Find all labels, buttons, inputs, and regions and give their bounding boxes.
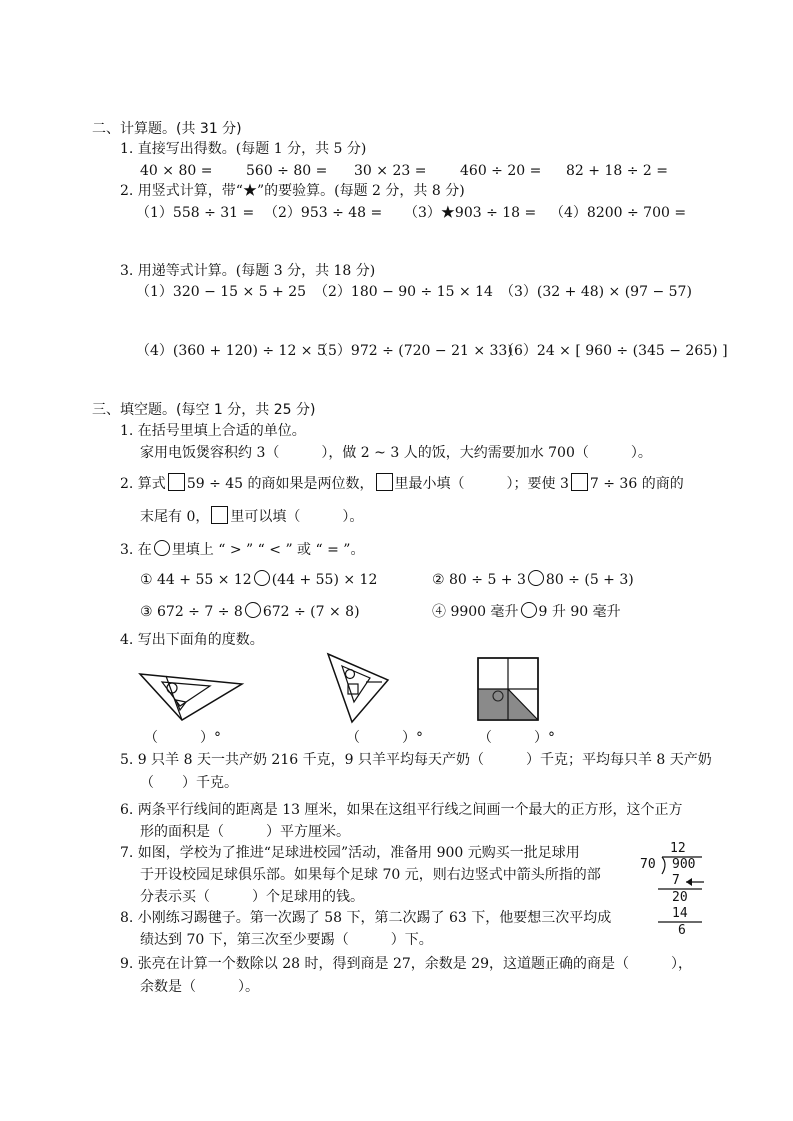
section-3-title: 三、填空题。(每空 1 分，共 25 分) <box>92 402 316 418</box>
expr-right: (44 + 55) × 12 <box>271 572 378 588</box>
s3-q7-line-1: 7. 如图，学校为了推进“足球进校园”活动，准备用 900 元购买一批足球用 <box>120 845 580 861</box>
expr-left: ② 80 ÷ 5 + 3 <box>432 572 526 588</box>
s3-q4-text: 4. 写出下面角的度数。 <box>120 632 264 648</box>
s3-q2-line-2 <box>140 506 363 526</box>
answer-box[interactable] <box>168 473 185 491</box>
circle-blank[interactable] <box>254 570 270 586</box>
s2-q3-item-1: （1）320 − 15 × 5 + 25 <box>136 284 307 300</box>
s3-q2-e: 末尾有 0， <box>140 509 210 525</box>
set-square-figure-1 <box>138 672 248 722</box>
s2-q1-text: 1. 直接写出得数。(每题 1 分，共 5 分) <box>120 141 367 157</box>
answer-box[interactable] <box>211 506 228 524</box>
s3-q7-line-2: 于开设校园足球俱乐部。如果每个足球 70 元，则右边竖式中箭头所指的部 <box>140 867 601 883</box>
section-2-title: 二、计算题。(共 31 分) <box>92 121 242 137</box>
s2-q1-item-1: 40 × 80 = <box>140 163 213 179</box>
division-row-4: 6 <box>678 923 686 938</box>
s3-q7-line-3: 分表示买（ ）个足球用的钱。 <box>140 889 364 905</box>
expr-left: ④ 9900 毫升 <box>432 604 519 620</box>
s3-q3-c2 <box>432 570 634 589</box>
square-shaded-figure <box>476 656 542 724</box>
division-lines <box>636 840 716 940</box>
long-division-diagram <box>636 840 716 940</box>
angle-blank-3[interactable]: （ ）° <box>478 730 555 746</box>
s3-q3-c3 <box>140 602 360 621</box>
s2-q2-item-1: （1）558 ÷ 31 = <box>136 205 255 221</box>
s2-q3-item-2: （2）180 − 90 ÷ 15 × 14 <box>314 284 493 300</box>
expr-left: ① 44 + 55 × 12 <box>140 572 252 588</box>
s2-q1-item-3: 30 × 23 = <box>354 163 427 179</box>
s2-q2-item-4: （4）8200 ÷ 700 = <box>550 205 687 221</box>
answer-box[interactable] <box>571 473 588 491</box>
s3-q5-line-1: 5. 9 只羊 8 天一共产奶 216 千克，9 只羊平均每天产奶（ ）千克；平均每只羊 8 天产奶 <box>120 752 712 768</box>
s3-q1-line: 家用电饭煲容积约 3（ ），做 2 ~ 3 人的饭，大约需要加水 700（ ）。 <box>140 445 652 461</box>
division-divisor: 70 <box>640 857 656 872</box>
s3-q8-line-2: 绩达到 70 下，第三次至少要踢（ ）下。 <box>140 932 433 948</box>
expr-right: 9 升 90 毫升 <box>538 604 621 620</box>
s3-q2-b: 59 ÷ 45 的商如果是两位数， <box>186 476 374 492</box>
s3-q8-line-1: 8. 小刚练习踢毽子。第一次踢了 58 下，第二次踢了 63 下，他要想三次平均成 <box>120 910 612 926</box>
s2-q1-item-4: 460 ÷ 20 = <box>460 163 542 179</box>
s2-q1-item-5: 82 + 18 ÷ 2 = <box>566 163 668 179</box>
answer-box[interactable] <box>376 473 393 491</box>
division-row-3: 14 <box>672 906 688 921</box>
s2-q2-text: 2. 用竖式计算，带“★”的要验算。(每题 2 分，共 8 分) <box>120 183 465 199</box>
circle-blank[interactable] <box>521 602 537 618</box>
angle-blank-2[interactable]: （ ）° <box>346 730 423 746</box>
angle-blank-1[interactable]: （ ）° <box>144 730 221 746</box>
s2-q3-text: 3. 用递等式计算。(每题 3 分，共 18 分) <box>120 263 376 279</box>
division-quotient: 12 <box>670 841 686 856</box>
circle-blank[interactable] <box>528 570 544 586</box>
s2-q2-item-2: （2）953 ÷ 48 = <box>264 205 383 221</box>
circle-blank[interactable] <box>154 540 170 556</box>
s3-q3-c1 <box>140 570 377 589</box>
s3-q3-text <box>120 540 364 559</box>
s3-q3-a: 3. 在 <box>120 542 152 558</box>
s2-q1-item-2: 560 ÷ 80 = <box>246 163 328 179</box>
arrow-left-icon <box>684 876 706 888</box>
s3-q6-line-2: 形的面积是（ ）平方厘米。 <box>140 824 350 840</box>
s3-q9-line-2: 余数是（ ）。 <box>140 979 259 995</box>
s3-q9-line-1: 9. 张亮在计算一个数除以 28 时，得到商是 27，余数是 29，这道题正确的商是（ ）， <box>120 956 693 972</box>
s2-q3-item-3: （3）(32 + 48) × (97 − 57) <box>500 284 692 300</box>
s3-q5-line-2: （ ）千克。 <box>140 775 238 791</box>
s2-q3-item-6: （6）24 × [ 960 ÷ (345 − 265) ] <box>500 343 728 359</box>
s3-q3-c4 <box>432 602 621 621</box>
s3-q3-b: 里填上 “ > ” “ < ” 或 “ = ”。 <box>171 542 365 558</box>
circle-blank[interactable] <box>245 602 261 618</box>
s3-q1-text: 1. 在括号里填上合适的单位。 <box>120 423 306 439</box>
s2-q3-item-5: （5）972 ÷ (720 − 21 × 33) <box>314 343 513 359</box>
division-dividend: 900 <box>672 857 696 872</box>
s2-q3-item-4: （4）(360 + 120) ÷ 12 × 5 <box>136 343 326 359</box>
s3-q2-f: 里可以填（ ）。 <box>230 509 364 525</box>
set-square-figure-2 <box>326 652 392 724</box>
s3-q2-d: 7 ÷ 36 的商的 <box>589 476 684 492</box>
s3-q6-line-1: 6. 两条平行线间的距离是 13 厘米，如果在这组平行线之间画一个最大的正方形，这个正方 <box>120 802 683 818</box>
division-row-2: 20 <box>672 890 688 905</box>
expr-left: ③ 672 ÷ 7 ÷ 8 <box>140 604 243 620</box>
s3-q2-line-1 <box>120 473 684 493</box>
s3-q2-c: 里最小填（ ）；要使 3 <box>394 476 569 492</box>
expr-right: 80 ÷ (5 + 3) <box>545 572 634 588</box>
s2-q2-item-3: （3）★903 ÷ 18 = <box>404 205 537 221</box>
s3-q2-a: 2. 算式 <box>120 476 166 492</box>
division-row-1: 7 <box>672 873 680 888</box>
expr-right: 672 ÷ (7 × 8) <box>262 604 360 620</box>
